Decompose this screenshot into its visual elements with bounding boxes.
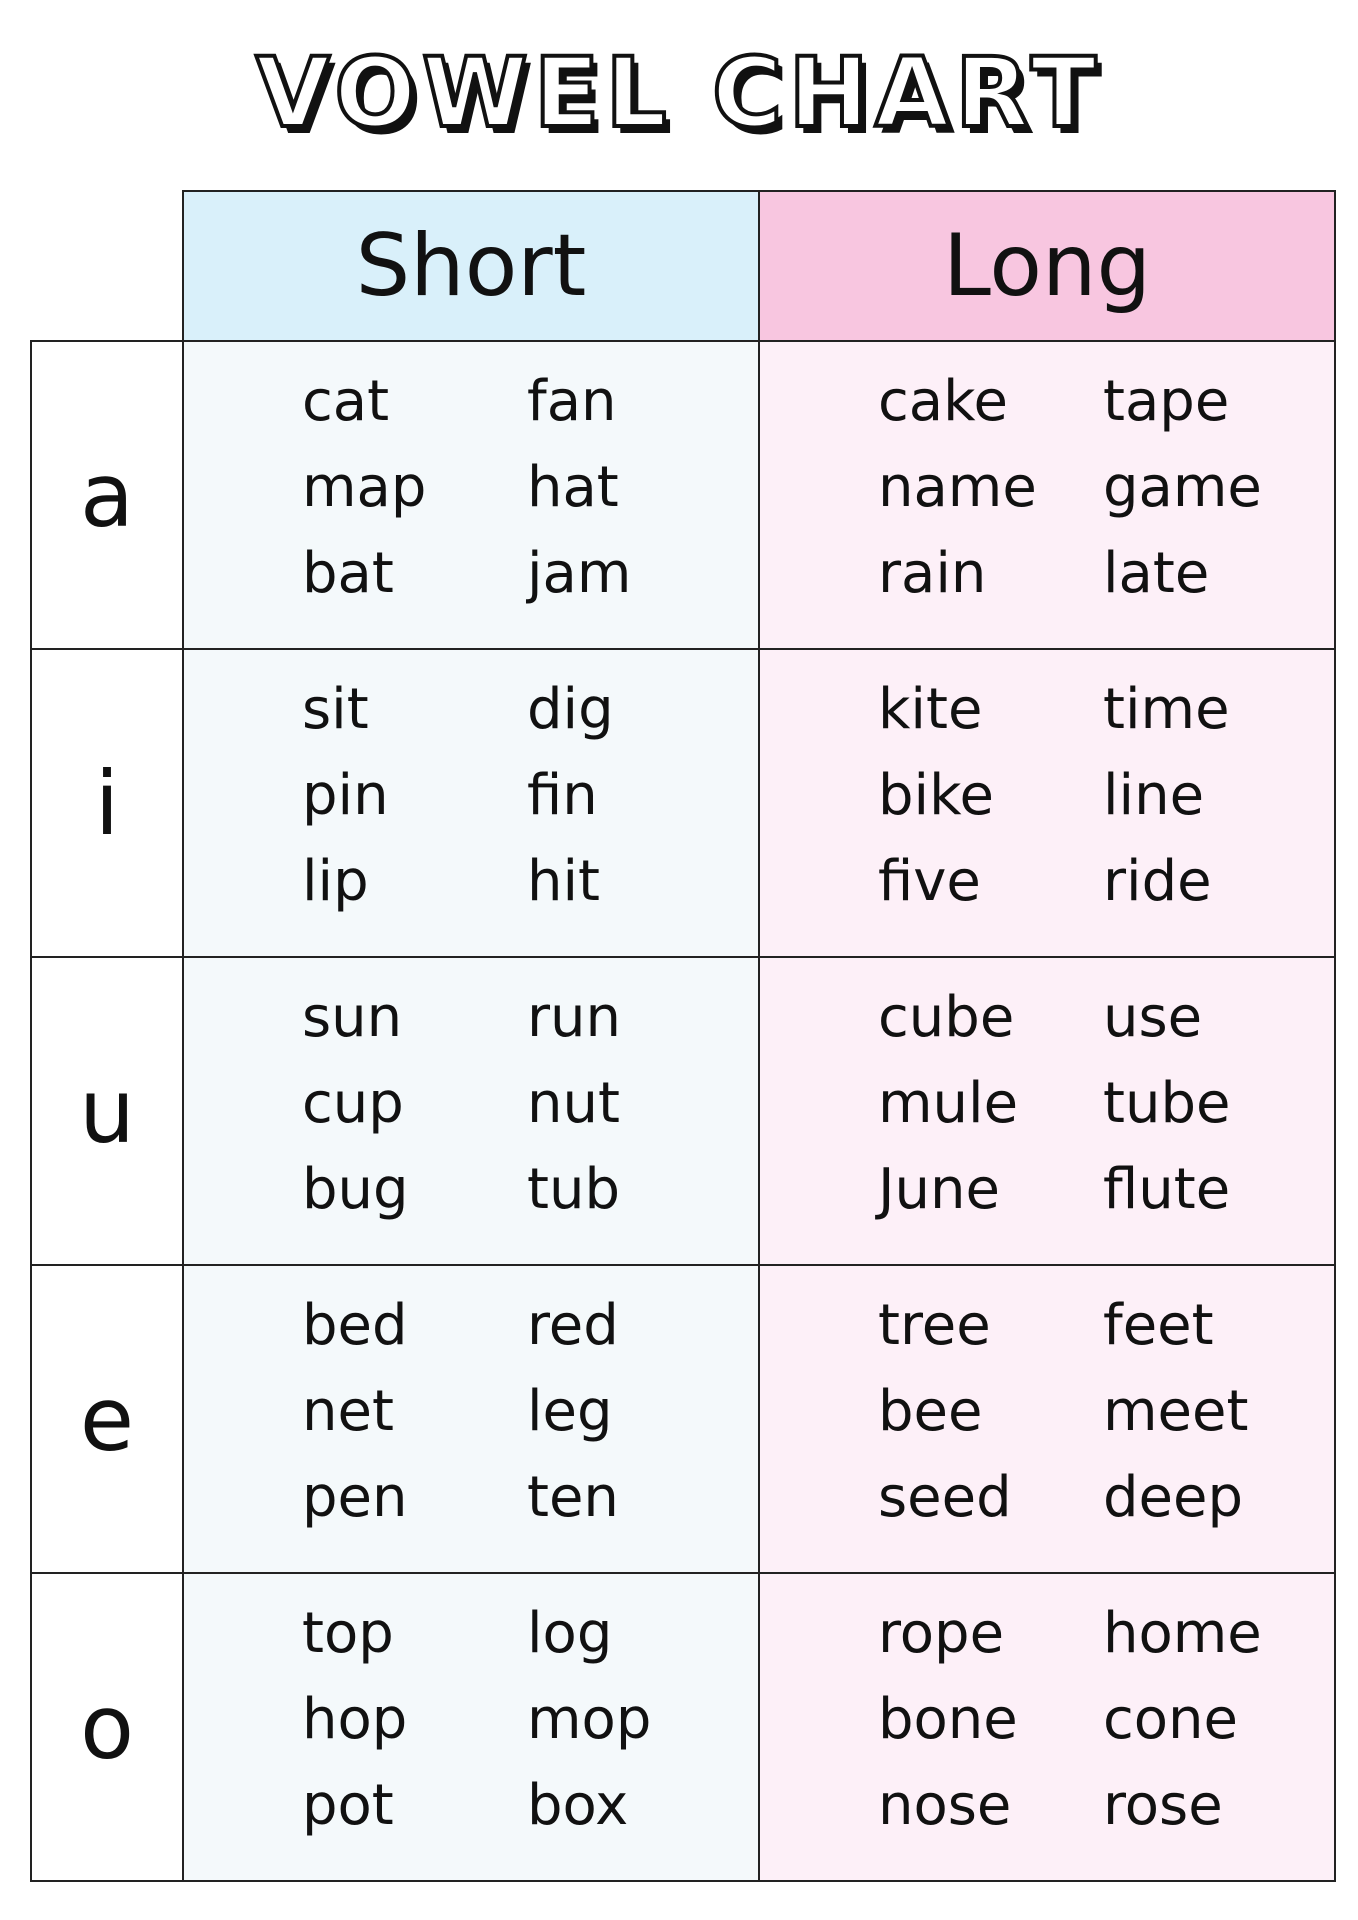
long-word: meet (1103, 1379, 1249, 1444)
short-word: dig (527, 677, 614, 742)
short-word: nut (527, 1071, 620, 1136)
long-words-cell (758, 1572, 1336, 1882)
vowel-row-e (30, 1264, 1336, 1574)
short-word: map (302, 455, 427, 520)
long-word: kite (878, 677, 983, 742)
vowel-row-a (30, 340, 1336, 650)
short-words-cell (182, 1264, 760, 1574)
short-word: sit (302, 677, 369, 742)
short-word: pin (302, 763, 389, 828)
short-word: lip (302, 849, 369, 914)
short-word: pen (302, 1465, 408, 1530)
long-word: late (1103, 541, 1210, 606)
long-word: feet (1103, 1293, 1214, 1358)
short-word: sun (302, 985, 403, 1050)
short-word: hop (302, 1687, 408, 1752)
long-word: tree (878, 1293, 991, 1358)
short-word: cat (302, 369, 390, 434)
vowel-label: a (30, 340, 184, 650)
long-word: five (878, 849, 981, 914)
long-word: line (1103, 763, 1205, 828)
long-words-cell (758, 1264, 1336, 1574)
long-word: bone (878, 1687, 1018, 1752)
long-word: deep (1103, 1465, 1243, 1530)
long-word: game (1103, 455, 1262, 520)
long-word: home (1103, 1601, 1262, 1666)
short-word: net (302, 1379, 394, 1444)
long-word: cube (878, 985, 1015, 1050)
long-word: tube (1103, 1071, 1231, 1136)
long-words-cell (758, 340, 1336, 650)
short-word: hit (527, 849, 601, 914)
short-word: box (527, 1773, 629, 1838)
long-word: cone (1103, 1687, 1238, 1752)
vowel-label: u (30, 956, 184, 1266)
short-word: leg (527, 1379, 613, 1444)
long-word: June (878, 1157, 1000, 1222)
short-word: bat (302, 541, 394, 606)
short-words-cell (182, 648, 760, 958)
long-word: name (878, 455, 1037, 520)
short-word: ten (527, 1465, 619, 1530)
short-word: top (302, 1601, 394, 1666)
short-word: fan (527, 369, 617, 434)
short-word: mop (527, 1687, 652, 1752)
long-word: rose (1103, 1773, 1223, 1838)
chart-title: VOWEL CHART (255, 37, 1103, 149)
short-words-cell (182, 340, 760, 650)
short-word: fin (527, 763, 598, 828)
long-words-cell (758, 956, 1336, 1266)
long-word: nose (878, 1773, 1012, 1838)
vowel-label: e (30, 1264, 184, 1574)
vowel-label: o (30, 1572, 184, 1882)
short-word: bug (302, 1157, 409, 1222)
long-word: seed (878, 1465, 1012, 1530)
short-word: tub (527, 1157, 620, 1222)
header-short: Short (182, 190, 760, 342)
long-word: use (1103, 985, 1203, 1050)
long-word: cake (878, 369, 1008, 434)
header-long: Long (758, 190, 1336, 342)
short-word: jam (527, 541, 632, 606)
long-word: time (1103, 677, 1230, 742)
long-word: rope (878, 1601, 1005, 1666)
long-word: ride (1103, 849, 1212, 914)
vowel-row-u (30, 956, 1336, 1266)
short-word: pot (302, 1773, 394, 1838)
short-words-cell (182, 956, 760, 1266)
vowel-row-o (30, 1572, 1336, 1882)
long-word: mule (878, 1071, 1019, 1136)
long-word: flute (1103, 1157, 1231, 1222)
short-words-cell (182, 1572, 760, 1882)
short-word: run (527, 985, 622, 1050)
short-word: bed (302, 1293, 408, 1358)
vowel-row-i (30, 648, 1336, 958)
vowel-label: i (30, 648, 184, 958)
long-word: bike (878, 763, 994, 828)
long-word: rain (878, 541, 987, 606)
short-word: cup (302, 1071, 404, 1136)
short-word: hat (527, 455, 619, 520)
short-word: red (527, 1293, 619, 1358)
short-word: log (527, 1601, 613, 1666)
long-word: tape (1103, 369, 1230, 434)
long-word: bee (878, 1379, 983, 1444)
long-words-cell (758, 648, 1336, 958)
